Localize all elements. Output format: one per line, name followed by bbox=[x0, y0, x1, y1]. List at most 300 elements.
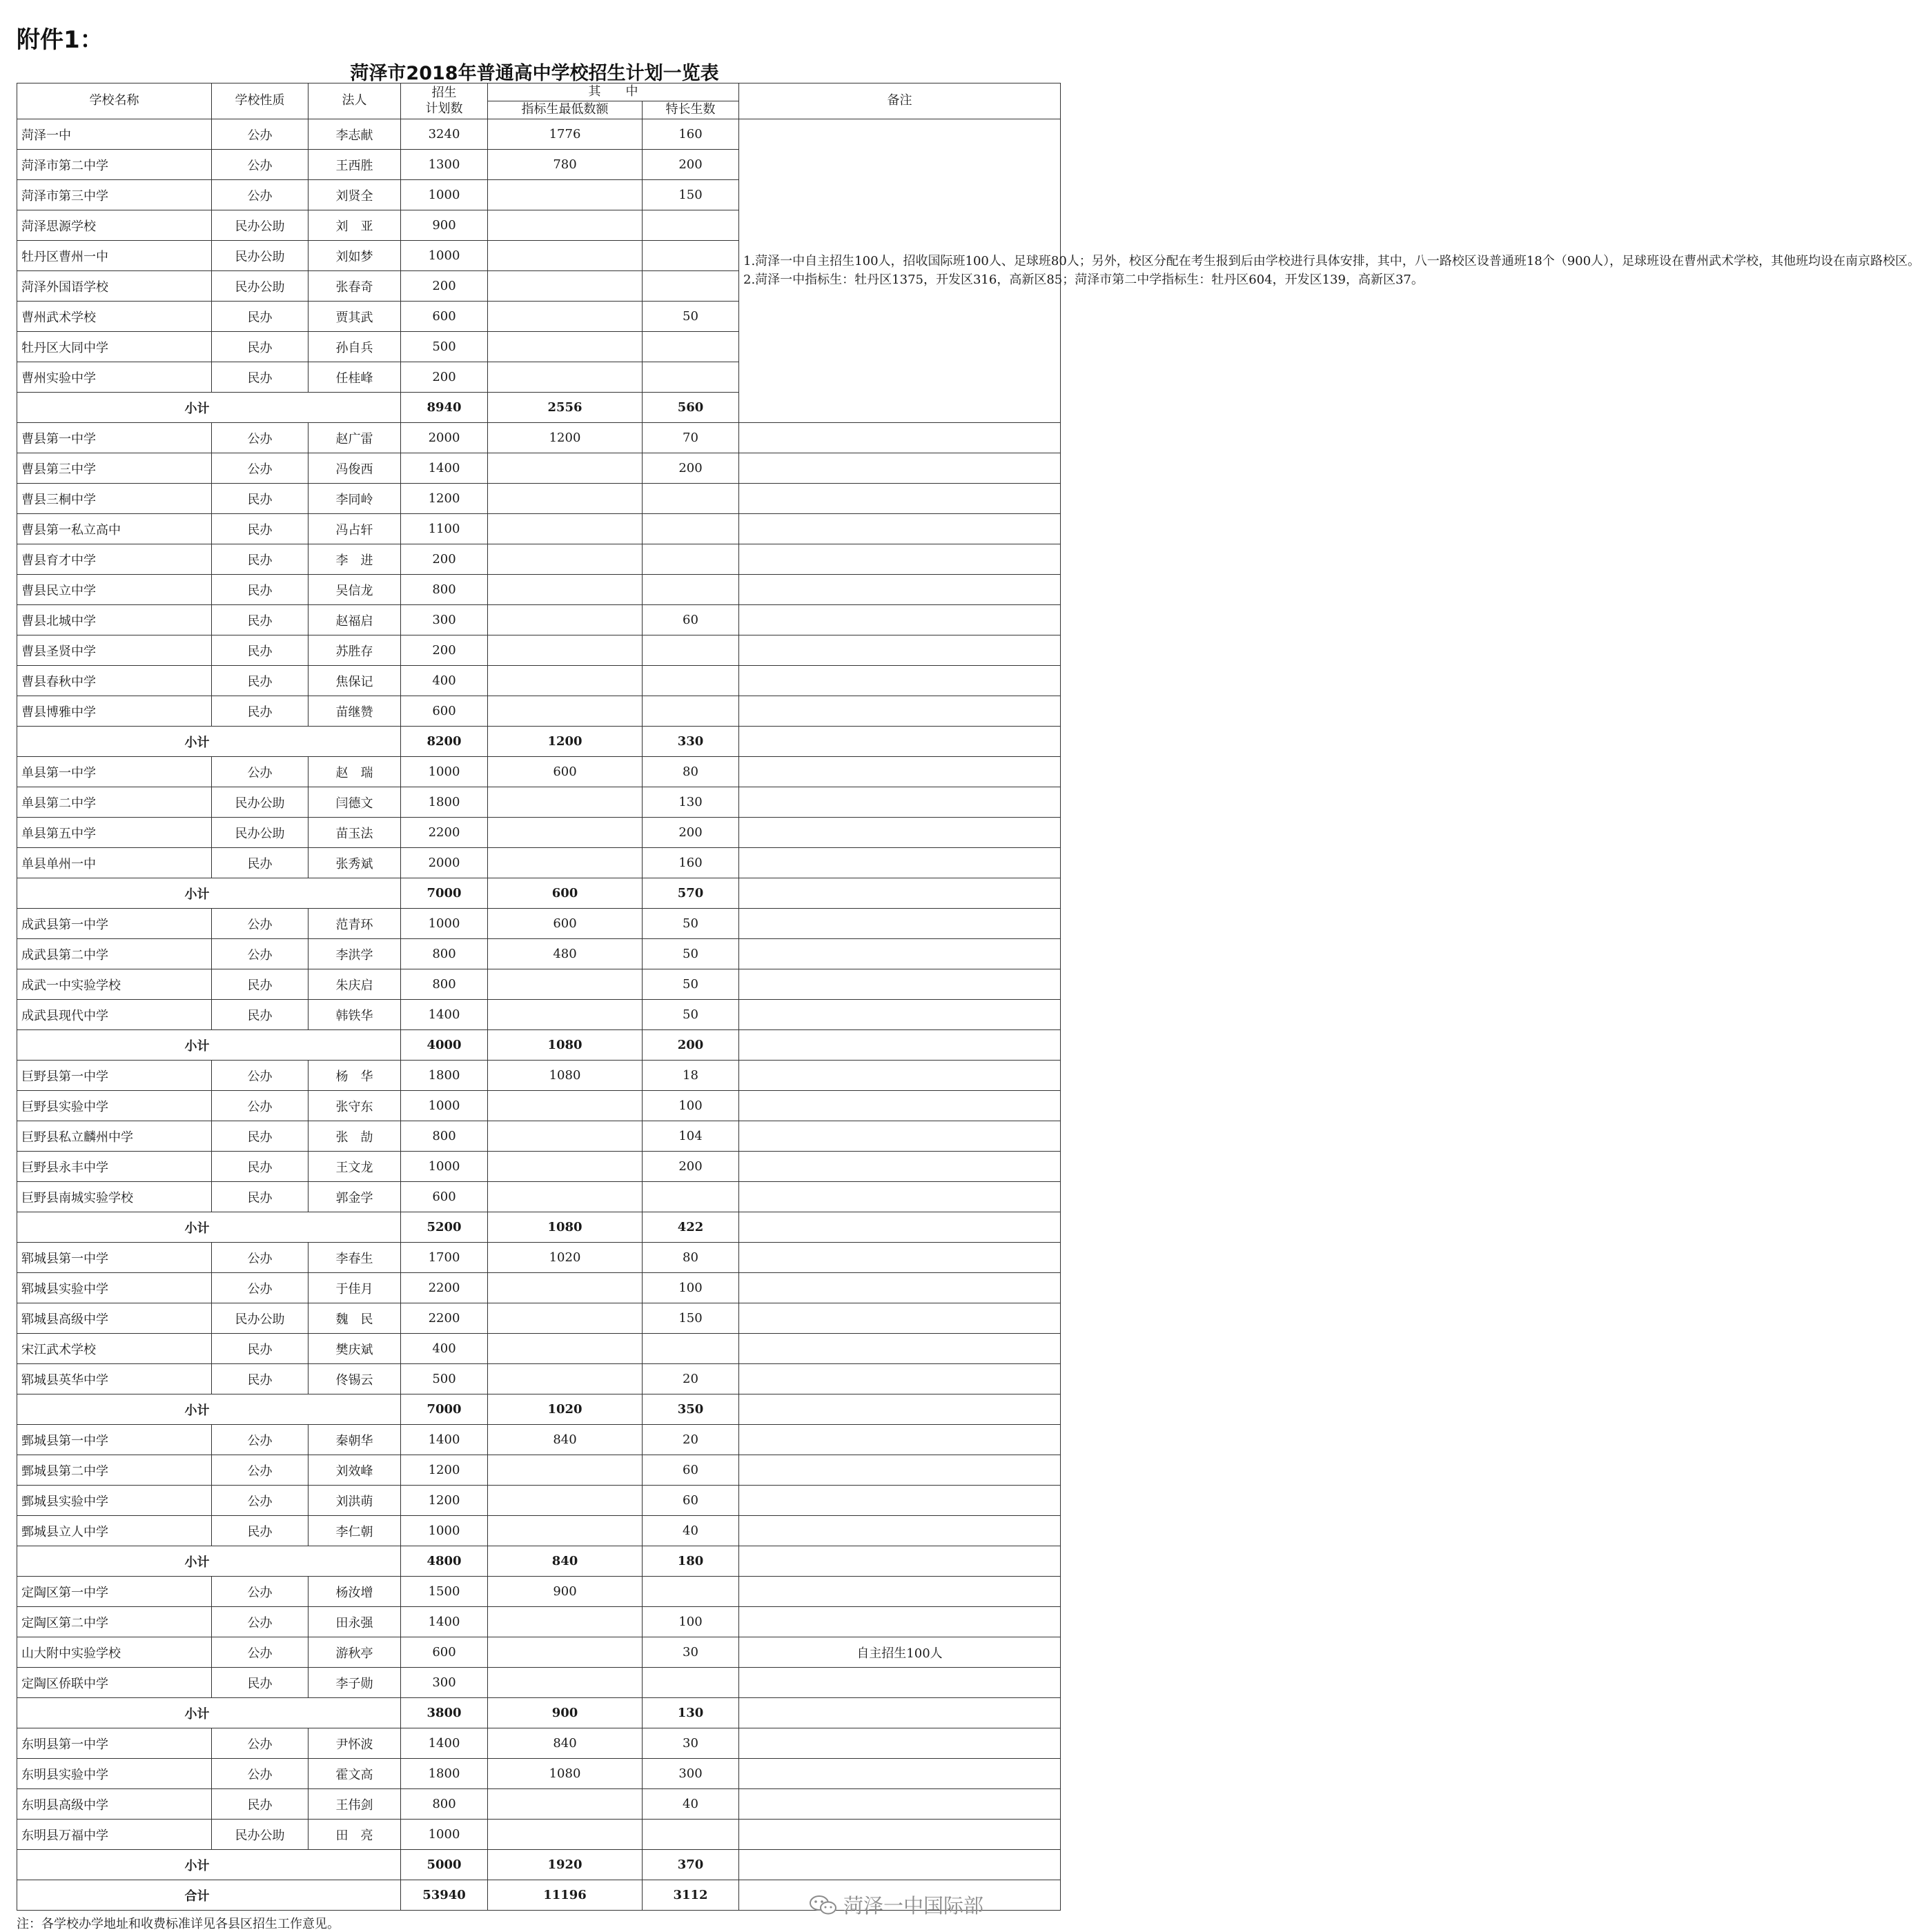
header-school-nature: 学校性质 bbox=[212, 83, 308, 119]
quota-cell bbox=[488, 787, 643, 818]
school-name-cell: 菏泽外国语学校 bbox=[17, 271, 212, 302]
school-name-cell: 牡丹区大同中学 bbox=[17, 332, 212, 362]
table-row bbox=[17, 1091, 1061, 1121]
subtotal-label: 小计 bbox=[17, 1394, 401, 1425]
watermark-text: 菏泽一中国际部 bbox=[843, 1894, 984, 1918]
total-special: 3112 bbox=[643, 1880, 739, 1911]
table-row bbox=[17, 484, 1061, 514]
legal-person-cell: 焦保记 bbox=[308, 666, 401, 696]
school-nature-cell: 民办 bbox=[212, 1000, 308, 1030]
remark-cell bbox=[739, 1789, 1061, 1820]
special-cell: 50 bbox=[643, 909, 739, 939]
legal-person-cell: 张守东 bbox=[308, 1091, 401, 1121]
subtotal-special: 330 bbox=[643, 727, 739, 757]
school-nature-cell: 公办 bbox=[212, 1637, 308, 1668]
table-row bbox=[17, 1637, 1061, 1668]
quota-cell bbox=[488, 1091, 643, 1121]
special-cell: 30 bbox=[643, 1637, 739, 1668]
total-quota: 11196 bbox=[488, 1880, 643, 1911]
school-name-cell: 成武县第二中学 bbox=[17, 939, 212, 969]
special-cell bbox=[643, 575, 739, 605]
legal-person-cell: 张春奇 bbox=[308, 271, 401, 302]
table-body bbox=[17, 119, 1920, 1911]
school-nature-cell: 民办公助 bbox=[212, 787, 308, 818]
quota-cell: 600 bbox=[488, 757, 643, 787]
table-row bbox=[17, 1273, 1061, 1303]
plan-count-cell: 2200 bbox=[401, 1303, 488, 1334]
plan-count-cell: 600 bbox=[401, 1182, 488, 1212]
remark-cell bbox=[739, 1303, 1061, 1334]
special-cell: 80 bbox=[643, 757, 739, 787]
legal-person-cell: 赵广雷 bbox=[308, 423, 401, 453]
legal-person-cell: 贾其武 bbox=[308, 302, 401, 332]
school-nature-cell: 公办 bbox=[212, 453, 308, 484]
quota-cell bbox=[488, 848, 643, 878]
plan-count-cell: 1000 bbox=[401, 909, 488, 939]
legal-person-cell: 田永强 bbox=[308, 1607, 401, 1637]
school-nature-cell: 民办 bbox=[212, 1364, 308, 1394]
school-name-cell: 巨野县实验中学 bbox=[17, 1091, 212, 1121]
subtotal-quota: 600 bbox=[488, 878, 643, 909]
school-name-cell: 东明县高级中学 bbox=[17, 1789, 212, 1820]
notes-cell bbox=[739, 119, 1920, 423]
special-cell: 60 bbox=[643, 1455, 739, 1486]
plan-count-cell: 800 bbox=[401, 1121, 488, 1152]
legal-person-cell: 郭金学 bbox=[308, 1182, 401, 1212]
plan-count-cell: 1100 bbox=[401, 514, 488, 544]
subtotal-plan: 7000 bbox=[401, 878, 488, 909]
school-name-cell: 曹县北城中学 bbox=[17, 605, 212, 635]
quota-cell bbox=[488, 210, 643, 241]
remark-cell bbox=[739, 453, 1061, 484]
table-row bbox=[17, 514, 1061, 544]
subtotal-label: 小计 bbox=[17, 1850, 401, 1880]
school-name-cell: 郓城县第一中学 bbox=[17, 1243, 212, 1273]
school-nature-cell: 民办 bbox=[212, 544, 308, 575]
legal-person-cell: 李同岭 bbox=[308, 484, 401, 514]
quota-cell bbox=[488, 241, 643, 271]
remark-cell bbox=[739, 757, 1061, 787]
school-nature-cell: 民办 bbox=[212, 1152, 308, 1182]
wechat-icon bbox=[809, 1894, 838, 1916]
quota-cell bbox=[488, 635, 643, 666]
remark-cell bbox=[739, 1577, 1061, 1607]
school-name-cell: 鄄城县立人中学 bbox=[17, 1516, 212, 1546]
school-nature-cell: 民办 bbox=[212, 332, 308, 362]
subtotal-row bbox=[17, 1030, 1061, 1061]
special-cell bbox=[643, 210, 739, 241]
remark-cell bbox=[739, 1728, 1061, 1759]
special-cell: 50 bbox=[643, 1000, 739, 1030]
subtotal-label: 小计 bbox=[17, 1030, 401, 1061]
subtotal-row bbox=[17, 1546, 1061, 1577]
remark-cell bbox=[739, 1061, 1061, 1091]
header-quota: 指标生最低数额 bbox=[488, 101, 643, 119]
quota-cell bbox=[488, 271, 643, 302]
quota-cell bbox=[488, 362, 643, 393]
subtotal-plan: 4800 bbox=[401, 1546, 488, 1577]
remark-cell bbox=[739, 787, 1061, 818]
table-row bbox=[17, 1152, 1061, 1182]
quota-cell: 780 bbox=[488, 150, 643, 180]
plan-count-cell: 1200 bbox=[401, 484, 488, 514]
school-nature-cell: 民办 bbox=[212, 1182, 308, 1212]
school-nature-cell: 民办公助 bbox=[212, 818, 308, 848]
school-name-cell: 单县第一中学 bbox=[17, 757, 212, 787]
subtotal-special: 130 bbox=[643, 1698, 739, 1728]
school-nature-cell: 民办 bbox=[212, 1334, 308, 1364]
special-cell bbox=[643, 635, 739, 666]
special-cell: 130 bbox=[643, 787, 739, 818]
table-row bbox=[17, 1577, 1061, 1607]
table-row bbox=[17, 544, 1061, 575]
table-row bbox=[17, 635, 1061, 666]
special-cell: 20 bbox=[643, 1425, 739, 1455]
quota-cell: 840 bbox=[488, 1728, 643, 1759]
table-row bbox=[17, 1121, 1061, 1152]
school-name-cell: 成武县第一中学 bbox=[17, 909, 212, 939]
special-cell: 150 bbox=[643, 1303, 739, 1334]
school-nature-cell: 民办 bbox=[212, 605, 308, 635]
school-name-cell: 巨野县私立麟州中学 bbox=[17, 1121, 212, 1152]
table-row bbox=[17, 1607, 1061, 1637]
school-name-cell: 成武县现代中学 bbox=[17, 1000, 212, 1030]
school-name-cell: 郓城县高级中学 bbox=[17, 1303, 212, 1334]
watermark bbox=[809, 1891, 983, 1919]
table-row bbox=[17, 1668, 1061, 1698]
special-cell: 40 bbox=[643, 1789, 739, 1820]
plan-count-cell: 1700 bbox=[401, 1243, 488, 1273]
remark-cell bbox=[739, 909, 1061, 939]
remark-cell bbox=[739, 848, 1061, 878]
plan-count-cell: 800 bbox=[401, 575, 488, 605]
special-cell: 60 bbox=[643, 1486, 739, 1516]
school-name-cell: 曹县第一中学 bbox=[17, 423, 212, 453]
quota-cell bbox=[488, 1789, 643, 1820]
school-name-cell: 牡丹区曹州一中 bbox=[17, 241, 212, 271]
school-nature-cell: 公办 bbox=[212, 909, 308, 939]
school-nature-cell: 公办 bbox=[212, 1061, 308, 1091]
school-name-cell: 曹县春秋中学 bbox=[17, 666, 212, 696]
special-cell: 60 bbox=[643, 605, 739, 635]
plan-count-cell: 2200 bbox=[401, 1273, 488, 1303]
quota-cell bbox=[488, 332, 643, 362]
quota-cell bbox=[488, 1273, 643, 1303]
remark-cell bbox=[739, 969, 1061, 1000]
remark-cell bbox=[739, 575, 1061, 605]
quota-cell: 900 bbox=[488, 1577, 643, 1607]
table-row bbox=[17, 605, 1061, 635]
special-cell: 50 bbox=[643, 939, 739, 969]
legal-person-cell: 赵 瑞 bbox=[308, 757, 401, 787]
legal-person-cell: 李子勋 bbox=[308, 1668, 401, 1698]
school-nature-cell: 公办 bbox=[212, 180, 308, 210]
special-cell bbox=[643, 362, 739, 393]
special-cell bbox=[643, 1820, 739, 1850]
legal-person-cell: 李志献 bbox=[308, 119, 401, 150]
school-name-cell: 定陶区第一中学 bbox=[17, 1577, 212, 1607]
legal-person-cell: 李 进 bbox=[308, 544, 401, 575]
quota-cell bbox=[488, 1455, 643, 1486]
remark-cell bbox=[739, 878, 1061, 909]
quota-cell bbox=[488, 696, 643, 727]
quota-cell: 1776 bbox=[488, 119, 643, 150]
total-plan: 53940 bbox=[401, 1880, 488, 1911]
remark-cell bbox=[739, 1000, 1061, 1030]
legal-person-cell: 杨汝增 bbox=[308, 1577, 401, 1607]
plan-count-cell: 400 bbox=[401, 666, 488, 696]
special-cell: 70 bbox=[643, 423, 739, 453]
remark-cell bbox=[739, 1182, 1061, 1212]
header-plan-count bbox=[401, 83, 488, 119]
quota-cell: 480 bbox=[488, 939, 643, 969]
school-name-cell: 郓城县英华中学 bbox=[17, 1364, 212, 1394]
table-row bbox=[17, 1516, 1061, 1546]
school-name-cell: 成武一中实验学校 bbox=[17, 969, 212, 1000]
plan-count-cell: 300 bbox=[401, 605, 488, 635]
quota-cell: 1080 bbox=[488, 1759, 643, 1789]
table-row bbox=[17, 1789, 1061, 1820]
header-legal-person: 法人 bbox=[308, 83, 401, 119]
remark-cell bbox=[739, 1759, 1061, 1789]
plan-count-cell: 200 bbox=[401, 544, 488, 575]
subtotal-label: 小计 bbox=[17, 1546, 401, 1577]
table-row bbox=[17, 1243, 1061, 1273]
plan-count-cell: 600 bbox=[401, 1637, 488, 1668]
table-row bbox=[17, 666, 1061, 696]
school-name-cell: 巨野县南城实验学校 bbox=[17, 1182, 212, 1212]
legal-person-cell: 张秀斌 bbox=[308, 848, 401, 878]
plan-count-cell: 400 bbox=[401, 1334, 488, 1364]
special-cell: 100 bbox=[643, 1091, 739, 1121]
table-row bbox=[17, 1334, 1061, 1364]
school-nature-cell: 民办 bbox=[212, 1516, 308, 1546]
remark-cell: 自主招生100人 bbox=[739, 1637, 1061, 1668]
plan-count-cell: 1800 bbox=[401, 787, 488, 818]
table-row bbox=[17, 423, 1061, 453]
school-nature-cell: 民办 bbox=[212, 1668, 308, 1698]
remark-cell bbox=[739, 1152, 1061, 1182]
legal-person-cell: 刘如梦 bbox=[308, 241, 401, 271]
header-notes: 备注 bbox=[739, 83, 1061, 119]
school-name-cell: 东明县第一中学 bbox=[17, 1728, 212, 1759]
school-nature-cell: 民办公助 bbox=[212, 1820, 308, 1850]
legal-person-cell: 苗继赞 bbox=[308, 696, 401, 727]
total-label: 合计 bbox=[17, 1880, 401, 1911]
subtotal-row bbox=[17, 1212, 1061, 1243]
school-nature-cell: 公办 bbox=[212, 1577, 308, 1607]
special-cell: 150 bbox=[643, 180, 739, 210]
special-cell: 200 bbox=[643, 1152, 739, 1182]
header-plan-line1: 招生 bbox=[431, 86, 457, 100]
table-row bbox=[17, 1759, 1061, 1789]
plan-count-cell: 200 bbox=[401, 362, 488, 393]
subtotal-plan: 5200 bbox=[401, 1212, 488, 1243]
school-name-cell: 东明县万福中学 bbox=[17, 1820, 212, 1850]
quota-cell bbox=[488, 1516, 643, 1546]
subtotal-label: 小计 bbox=[17, 393, 401, 423]
quota-cell bbox=[488, 1334, 643, 1364]
legal-person-cell: 闫德文 bbox=[308, 787, 401, 818]
remark-cell bbox=[739, 1455, 1061, 1486]
school-name-cell: 曹县第一私立高中 bbox=[17, 514, 212, 544]
legal-person-cell: 杨 华 bbox=[308, 1061, 401, 1091]
plan-count-cell: 1200 bbox=[401, 1486, 488, 1516]
remark-cell bbox=[739, 1698, 1061, 1728]
subtotal-plan: 8940 bbox=[401, 393, 488, 423]
school-nature-cell: 民办 bbox=[212, 484, 308, 514]
remark-cell bbox=[739, 1273, 1061, 1303]
subtotal-quota: 1920 bbox=[488, 1850, 643, 1880]
header-school-name: 学校名称 bbox=[17, 83, 212, 119]
school-nature-cell: 公办 bbox=[212, 1486, 308, 1516]
remark-cell bbox=[739, 484, 1061, 514]
plan-count-cell: 1400 bbox=[401, 1425, 488, 1455]
special-cell bbox=[643, 271, 739, 302]
special-cell: 50 bbox=[643, 969, 739, 1000]
school-name-cell: 山大附中实验学校 bbox=[17, 1637, 212, 1668]
school-name-cell: 单县单州一中 bbox=[17, 848, 212, 878]
school-name-cell: 巨野县第一中学 bbox=[17, 1061, 212, 1091]
school-name-cell: 定陶区第二中学 bbox=[17, 1607, 212, 1637]
school-name-cell: 巨野县永丰中学 bbox=[17, 1152, 212, 1182]
school-nature-cell: 民办 bbox=[212, 666, 308, 696]
remark-cell bbox=[739, 1668, 1061, 1698]
plan-count-cell: 800 bbox=[401, 939, 488, 969]
quota-cell bbox=[488, 1637, 643, 1668]
school-name-cell: 鄄城县第二中学 bbox=[17, 1455, 212, 1486]
quota-cell: 600 bbox=[488, 909, 643, 939]
header-special: 特长生数 bbox=[643, 101, 739, 119]
legal-person-cell: 任桂峰 bbox=[308, 362, 401, 393]
quota-cell bbox=[488, 514, 643, 544]
plan-count-cell: 2000 bbox=[401, 423, 488, 453]
quota-cell bbox=[488, 1486, 643, 1516]
school-name-cell: 郓城县实验中学 bbox=[17, 1273, 212, 1303]
plan-count-cell: 500 bbox=[401, 332, 488, 362]
legal-person-cell: 尹怀波 bbox=[308, 1728, 401, 1759]
table-row bbox=[17, 1364, 1061, 1394]
school-nature-cell: 民办 bbox=[212, 1789, 308, 1820]
quota-cell bbox=[488, 1820, 643, 1850]
quota-cell bbox=[488, 484, 643, 514]
subtotal-special: 422 bbox=[643, 1212, 739, 1243]
special-cell bbox=[643, 1182, 739, 1212]
school-nature-cell: 民办公助 bbox=[212, 1303, 308, 1334]
table-row bbox=[17, 969, 1061, 1000]
special-cell bbox=[643, 696, 739, 727]
table-row bbox=[17, 1728, 1061, 1759]
special-cell bbox=[643, 1577, 739, 1607]
quota-cell bbox=[488, 605, 643, 635]
special-cell bbox=[643, 484, 739, 514]
quota-cell bbox=[488, 1000, 643, 1030]
subtotal-quota: 840 bbox=[488, 1546, 643, 1577]
plan-count-cell: 800 bbox=[401, 969, 488, 1000]
subtotal-quota: 1200 bbox=[488, 727, 643, 757]
plan-count-cell: 1000 bbox=[401, 757, 488, 787]
subtotal-quota: 2556 bbox=[488, 393, 643, 423]
subtotal-special: 370 bbox=[643, 1850, 739, 1880]
school-name-cell: 曹州实验中学 bbox=[17, 362, 212, 393]
special-cell: 80 bbox=[643, 1243, 739, 1273]
remark-cell bbox=[739, 1850, 1061, 1880]
table-row bbox=[17, 1061, 1061, 1091]
school-nature-cell: 民办 bbox=[212, 696, 308, 727]
remark-cell bbox=[739, 1607, 1061, 1637]
attachment-label: 附件1： bbox=[17, 26, 104, 54]
plan-count-cell: 1000 bbox=[401, 1091, 488, 1121]
legal-person-cell: 范青环 bbox=[308, 909, 401, 939]
legal-person-cell: 张 劼 bbox=[308, 1121, 401, 1152]
quota-cell: 1020 bbox=[488, 1243, 643, 1273]
school-nature-cell: 公办 bbox=[212, 1728, 308, 1759]
plan-count-cell: 600 bbox=[401, 696, 488, 727]
subtotal-label: 小计 bbox=[17, 1212, 401, 1243]
legal-person-cell: 冯占轩 bbox=[308, 514, 401, 544]
remark-cell bbox=[739, 1546, 1061, 1577]
table-row bbox=[17, 848, 1061, 878]
table-row bbox=[17, 1425, 1061, 1455]
plan-count-cell: 1500 bbox=[401, 1577, 488, 1607]
plan-count-cell: 500 bbox=[401, 1364, 488, 1394]
plan-count-cell: 1000 bbox=[401, 1820, 488, 1850]
plan-count-cell: 600 bbox=[401, 302, 488, 332]
quota-cell bbox=[488, 1364, 643, 1394]
school-nature-cell: 民办 bbox=[212, 575, 308, 605]
table-row bbox=[17, 1000, 1061, 1030]
legal-person-cell: 樊庆斌 bbox=[308, 1334, 401, 1364]
quota-cell: 1080 bbox=[488, 1061, 643, 1091]
quota-cell bbox=[488, 575, 643, 605]
school-name-cell: 菏泽市第二中学 bbox=[17, 150, 212, 180]
quota-cell bbox=[488, 453, 643, 484]
subtotal-label: 小计 bbox=[17, 727, 401, 757]
legal-person-cell: 刘贤全 bbox=[308, 180, 401, 210]
school-name-cell: 东明县实验中学 bbox=[17, 1759, 212, 1789]
school-nature-cell: 公办 bbox=[212, 1759, 308, 1789]
legal-person-cell: 李春生 bbox=[308, 1243, 401, 1273]
plan-count-cell: 3240 bbox=[401, 119, 488, 150]
school-name-cell: 宋江武术学校 bbox=[17, 1334, 212, 1364]
plan-count-cell: 1000 bbox=[401, 1152, 488, 1182]
school-nature-cell: 公办 bbox=[212, 1273, 308, 1303]
plan-count-cell: 1400 bbox=[401, 1000, 488, 1030]
remark-cell bbox=[739, 1243, 1061, 1273]
subtotal-quota: 900 bbox=[488, 1698, 643, 1728]
school-nature-cell: 公办 bbox=[212, 150, 308, 180]
legal-person-cell: 刘 亚 bbox=[308, 210, 401, 241]
legal-person-cell: 游秋亭 bbox=[308, 1637, 401, 1668]
quota-cell: 840 bbox=[488, 1425, 643, 1455]
school-nature-cell: 民办公助 bbox=[212, 271, 308, 302]
plan-count-cell: 1000 bbox=[401, 241, 488, 271]
table-row bbox=[17, 119, 1061, 150]
school-nature-cell: 民办 bbox=[212, 302, 308, 332]
special-cell: 300 bbox=[643, 1759, 739, 1789]
legal-person-cell: 秦朝华 bbox=[308, 1425, 401, 1455]
school-nature-cell: 民办 bbox=[212, 969, 308, 1000]
special-cell bbox=[643, 666, 739, 696]
remark-cell bbox=[739, 1516, 1061, 1546]
plan-count-cell: 1200 bbox=[401, 1455, 488, 1486]
remark-cell bbox=[739, 1820, 1061, 1850]
table-row bbox=[17, 939, 1061, 969]
legal-person-cell: 刘效峰 bbox=[308, 1455, 401, 1486]
legal-person-cell: 李洪学 bbox=[308, 939, 401, 969]
school-nature-cell: 公办 bbox=[212, 1091, 308, 1121]
special-cell: 200 bbox=[643, 150, 739, 180]
